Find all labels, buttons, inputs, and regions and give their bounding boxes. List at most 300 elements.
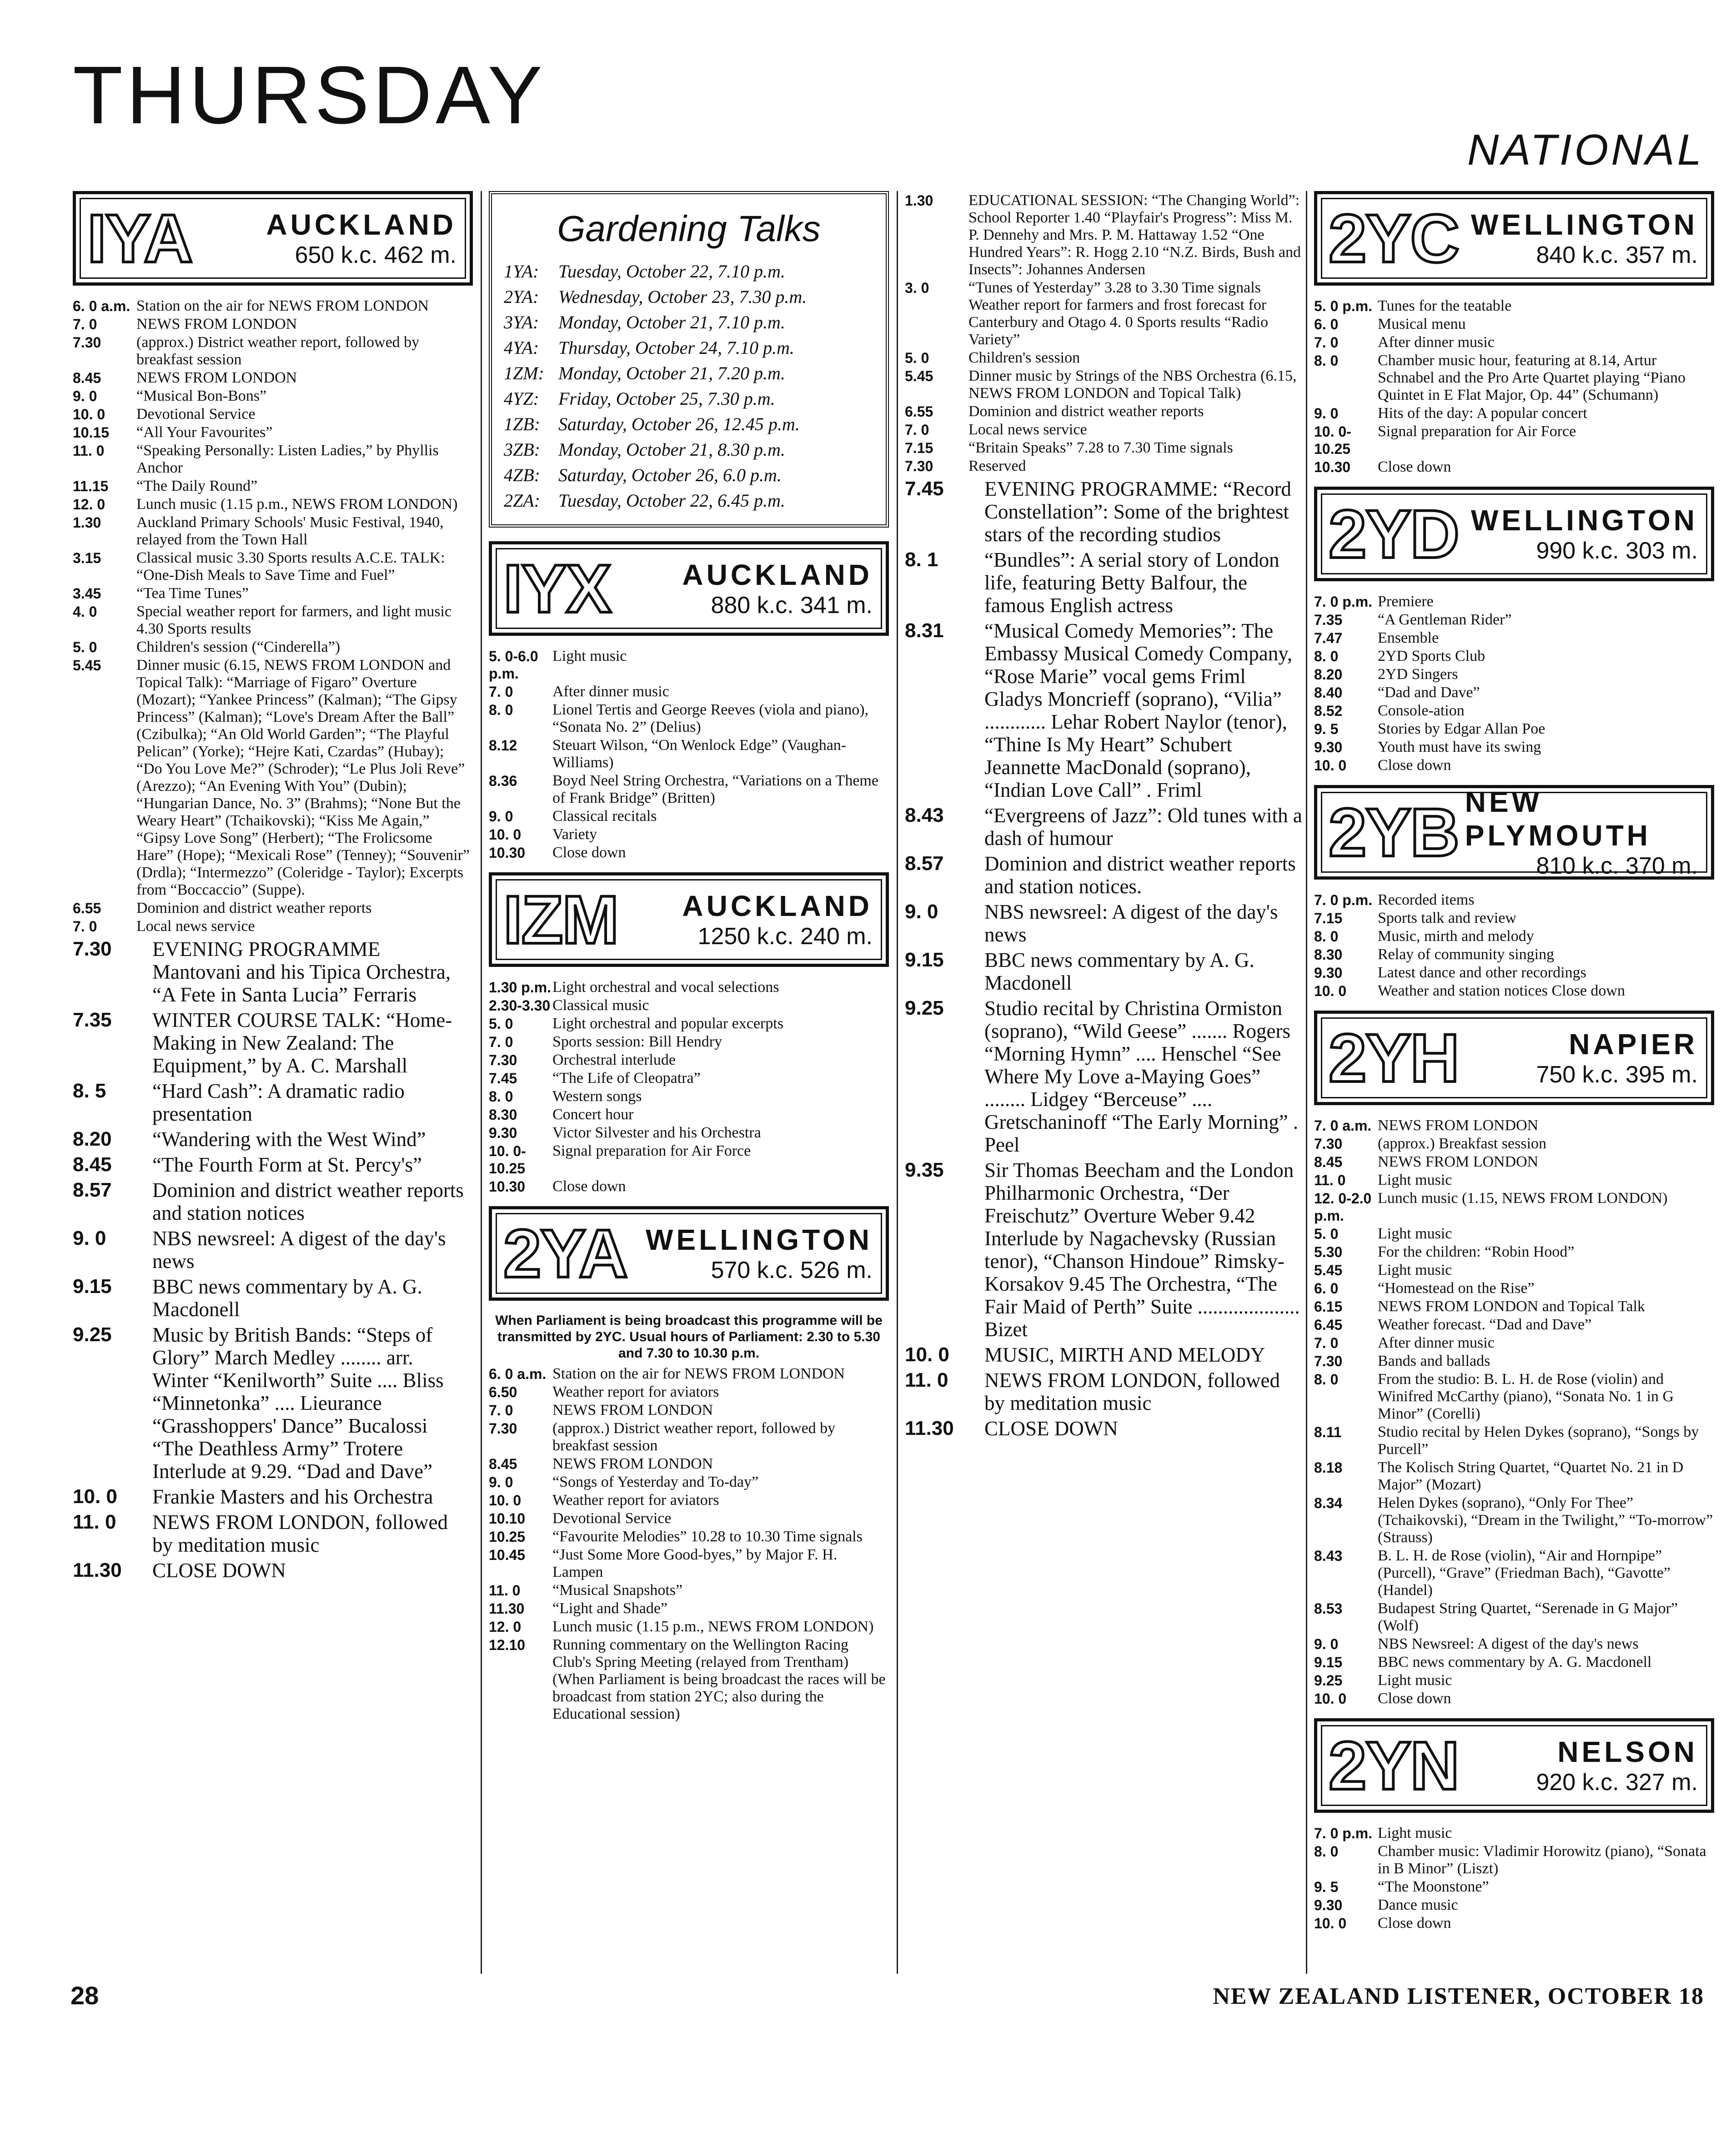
entry-time: 1.30 <box>73 514 101 531</box>
schedule-entry <box>1314 316 1714 333</box>
entry-time: 10.15 <box>73 424 110 441</box>
schedule-entry <box>489 772 889 807</box>
entry-time: 7. 0 a.m. <box>1314 1117 1372 1134</box>
schedule-entry <box>905 548 1305 617</box>
entry-text: Dominion and district weather reports <box>968 403 1204 420</box>
gardening-item <box>504 337 874 359</box>
page-day-title: THURSDAY <box>73 50 546 141</box>
schedule-2ya-cont <box>905 192 1305 475</box>
station-name: NELSON <box>1557 1736 1698 1768</box>
entry-text: Latest dance and other recordings <box>1378 964 1586 981</box>
entry-time: 11.30 <box>905 1417 954 1439</box>
entry-time: 9. 5 <box>1314 721 1339 737</box>
entry-time: 8. 1 <box>905 548 938 571</box>
entry-time: 5.30 <box>1314 1244 1343 1260</box>
schedule-entry <box>1314 1316 1714 1333</box>
schedule-entry <box>73 549 473 584</box>
entry-text: NBS newsreel: A digest of the day's news <box>152 1227 446 1273</box>
schedule-entry <box>1314 684 1714 701</box>
schedule-entry <box>489 1124 889 1142</box>
entry-time: 7.45 <box>489 1070 517 1087</box>
column-divider <box>1306 191 1307 1974</box>
schedule-entry <box>1314 1135 1714 1152</box>
schedule-entry <box>489 1546 889 1581</box>
entry-time: 1.30 p.m. <box>489 979 551 996</box>
entry-time: 9.15 <box>1314 1654 1343 1670</box>
entry-time: 7. 0 p.m. <box>1314 594 1373 610</box>
entry-time: 7.30 <box>905 458 933 474</box>
entry-time: 11. 0 <box>1314 1172 1346 1188</box>
gardening-time: Tuesday, October 22, 6.45 p.m. <box>558 490 785 511</box>
entry-time: 4. 0 <box>73 604 97 620</box>
gardening-station: 4ZB: <box>504 465 540 485</box>
entry-text: Sports talk and review <box>1378 910 1516 926</box>
entry-text: NEWS FROM LONDON <box>1378 1153 1539 1170</box>
entry-text: Helen Dykes (soprano), “Only For Thee” (Tchaikovski), “Dream in the Twilight,” “To-morrow” (Strauss) <box>1378 1494 1713 1546</box>
column-2 <box>489 191 889 1974</box>
entry-time: 8. 0 <box>1314 1843 1339 1860</box>
entry-time: 5. 0 p.m. <box>1314 298 1373 314</box>
entry-time: 11. 0 <box>73 443 105 459</box>
station-header-2yn <box>1314 1718 1714 1813</box>
schedule-entry <box>73 1485 473 1508</box>
entry-time: 7. 0 <box>489 684 513 700</box>
schedule-entry <box>489 1600 889 1617</box>
entry-time: 8.45 <box>73 1153 112 1176</box>
schedule-entry <box>73 639 473 656</box>
entry-time: 8. 0 <box>489 1088 513 1105</box>
entry-time: 7.35 <box>73 1009 112 1031</box>
entry-time: 10. 0 <box>1314 1690 1347 1707</box>
entry-text: “Just Some More Good-byes,” by Major F. H. Lampen <box>552 1546 838 1580</box>
entry-text: Weather report for aviators <box>552 1492 719 1509</box>
entry-time: 9. 0 <box>489 1474 513 1490</box>
schedule-entry <box>1314 910 1714 927</box>
schedule-2yc <box>1314 297 1714 476</box>
schedule-entry <box>1314 1424 1714 1458</box>
entry-text: Devotional Service <box>136 406 256 423</box>
schedule-entry <box>905 619 1305 801</box>
schedule-entry <box>73 387 473 405</box>
schedule-entry <box>73 406 473 423</box>
entry-time: 7.15 <box>905 440 933 456</box>
entry-time: 7.30 <box>489 1052 517 1068</box>
schedule-entry <box>489 1142 889 1177</box>
entry-text: BBC news commentary by A. G. Macdonell <box>1378 1654 1652 1670</box>
entry-text: Victor Silvester and his Orchestra <box>552 1124 761 1141</box>
entry-time: 7. 0 <box>905 422 929 438</box>
entry-time: 8.34 <box>1314 1495 1343 1511</box>
gardening-item <box>504 261 874 282</box>
entry-text: NEWS FROM LONDON, followed by meditation music <box>152 1511 448 1556</box>
entry-text: “Tunes of Yesterday” 3.28 to 3.30 Time signals Weather report for farmers and frost forecast for Canterbury and Otago 4. 0 Sports results “Radio Variety” <box>968 279 1269 348</box>
entry-text: EVENING PROGRAMME Mantovani and his Tipica Orchestra, “A Fete in Santa Lucia” Ferraris <box>152 938 451 1006</box>
entry-text: Frankie Masters and his Orchestra <box>152 1485 433 1508</box>
entry-time: 8.40 <box>1314 684 1343 701</box>
entry-text: Studio recital by Christina Ormiston (soprano), “Wild Geese” ....... Rogers “Morning Hymn” .... Henschel “See Where My Love a-Maying Goes” ........ Lidgey “Berceuse” .... Gretschaninoff “The Early Morning” . Peel <box>984 997 1299 1156</box>
schedule-entry <box>489 844 889 861</box>
schedule-entry <box>905 997 1305 1156</box>
entry-text: Lunch music (1.15 p.m., NEWS FROM LONDON) <box>136 496 458 513</box>
entry-text: “Musical Snapshots” <box>552 1582 683 1599</box>
schedule-entry <box>1314 1117 1714 1134</box>
entry-text: BBC news commentary by A. G. Macdonell <box>152 1275 422 1321</box>
entry-time: 5. 0 <box>489 1016 513 1032</box>
entry-time: 7. 0 <box>489 1402 513 1419</box>
entry-time: 8.45 <box>1314 1154 1343 1170</box>
schedule-1zm <box>489 979 889 1195</box>
station-callsign: IYA <box>87 200 192 277</box>
schedule-entry <box>489 1070 889 1087</box>
schedule-entry <box>489 1636 889 1723</box>
entry-text: CLOSE DOWN <box>984 1417 1118 1440</box>
entry-text: EVENING PROGRAMME: “Record Constellation”: Some of the brightest stars of the recording studios <box>984 478 1291 546</box>
parliament-note: When Parliament is being broadcast this programme will be transmitted by 2YC. Usual hours of Parliament: 2.30 to 5.30 and 7.30 to 10.30 p.m. <box>495 1313 883 1361</box>
entry-text: NEWS FROM LONDON <box>136 369 297 386</box>
entry-text: Dominion and district weather reports and station notices. <box>984 852 1296 898</box>
entry-time: 3. 0 <box>905 280 929 296</box>
entry-text: (approx.) District weather report, followed by breakfast session <box>136 334 420 368</box>
schedule-entry <box>1314 1371 1714 1423</box>
entry-time: 12.10 <box>489 1637 526 1653</box>
gardening-item <box>504 388 874 410</box>
schedule-entry <box>489 1383 889 1401</box>
schedule-entry <box>1314 1334 1714 1352</box>
entry-text: Running commentary on the Wellington Racing Club's Spring Meeting (relayed from Trentham) (When Parliament is being broadcast the races will be broadcast from station 2YC; also during the Educational session) <box>552 1636 886 1722</box>
entry-text: Lunch music (1.15, NEWS FROM LONDON) <box>1378 1190 1668 1207</box>
entry-text: NEWS FROM LONDON <box>1378 1117 1539 1134</box>
entry-text: Weather and station notices Close down <box>1378 982 1625 999</box>
schedule-entry <box>1314 1878 1714 1896</box>
entry-text: “A Gentleman Rider” <box>1378 611 1512 628</box>
entry-time: 9. 0 <box>905 900 938 923</box>
entry-text: “All Your Favourites” <box>136 424 273 441</box>
gardening-station: 2YA: <box>504 287 539 307</box>
schedule-entry <box>1314 702 1714 719</box>
schedule-entry <box>1314 611 1714 629</box>
entry-text: Local news service <box>136 918 255 935</box>
schedule-entry <box>489 1455 889 1473</box>
entry-time: 10. 0 <box>1314 983 1347 999</box>
entry-text: The Kolisch String Quartet, “Quartet No. 21 in D Major” (Mozart) <box>1378 1459 1684 1493</box>
schedule-entry <box>489 737 889 771</box>
gardening-time: Saturday, October 26, 6.0 p.m. <box>558 465 782 485</box>
schedule-entry <box>905 900 1305 946</box>
entry-time: 10. 0 <box>489 826 522 843</box>
station-header-2ya <box>489 1206 889 1301</box>
entry-time: 1.30 <box>905 192 933 209</box>
schedule-entry <box>1314 1494 1714 1546</box>
schedule-entry <box>73 1275 473 1321</box>
schedule-entry <box>1314 629 1714 647</box>
schedule-entry <box>1314 1243 1714 1261</box>
schedule-entry <box>1314 757 1714 774</box>
entry-time: 7. 0 <box>489 1034 513 1050</box>
entry-text: After dinner music <box>552 683 669 700</box>
entry-time: 8.11 <box>1314 1424 1342 1440</box>
entry-time: 5.45 <box>905 368 933 384</box>
station-frequency: 570 k.c. 526 m. <box>711 1257 873 1283</box>
entry-time: 8. 0 <box>1314 1371 1339 1388</box>
schedule-entry <box>73 1009 473 1077</box>
entry-time: 9. 0 <box>489 808 513 825</box>
entry-time: 8.30 <box>489 1107 517 1123</box>
gardening-item <box>504 464 874 486</box>
entry-time: 7.30 <box>489 1420 517 1437</box>
schedule-entry <box>73 1080 473 1125</box>
entry-time: 8.30 <box>1314 946 1343 963</box>
entry-text: “Britain Speaks” 7.28 to 7.30 Time signals <box>968 439 1233 456</box>
entry-text: Signal preparation for Air Force <box>1378 423 1576 440</box>
entry-text: WINTER COURSE TALK: “Home-Making in New Zealand: The Equipment,” by A. C. Marshall <box>152 1009 452 1077</box>
station-header-2yh <box>1314 1011 1714 1105</box>
entry-text: MUSIC, MIRTH AND MELODY <box>984 1343 1265 1366</box>
schedule-entry <box>1314 1280 1714 1297</box>
entry-text: Steuart Wilson, “On Wenlock Edge” (Vaughan-Williams) <box>552 737 847 771</box>
schedule-entry <box>905 804 1305 850</box>
schedule-entry <box>1314 964 1714 981</box>
entry-time: 8. 0 <box>1314 352 1339 369</box>
entry-time: 7. 0 <box>1314 1335 1339 1351</box>
entry-time: 6.15 <box>1314 1298 1343 1315</box>
station-header-2yc <box>1314 191 1714 286</box>
entry-time: 10. 0 <box>73 1485 117 1508</box>
entry-time: 7.30 <box>73 334 101 351</box>
entry-text: Close down <box>1378 757 1451 774</box>
schedule-entry <box>489 1582 889 1599</box>
schedule-entry <box>1314 1190 1714 1224</box>
entry-text: Dance music <box>1378 1897 1458 1913</box>
schedule-entry <box>489 1474 889 1491</box>
entry-text: NEWS FROM LONDON <box>552 1402 713 1419</box>
entry-time: 8.57 <box>905 852 944 875</box>
entry-time: 7. 0 <box>73 918 97 935</box>
entry-time: 6. 0 a.m. <box>73 298 130 314</box>
column-divider <box>897 191 898 1974</box>
entry-text: “The Moonstone” <box>1378 1878 1489 1895</box>
entry-time: 10.30 <box>489 845 526 861</box>
entry-time: 10. 0 <box>1314 1915 1347 1932</box>
entry-text: “Musical Comedy Memories”: The Embassy Musical Comedy Company, “Rose Marie” vocal gems Friml Gladys Moncrieff (soprano), “Vilia” ............ Lehar Robert Naylor (tenor), “Thine Is My Heart” Schubert Jeannette MacDonald (soprano), “Indian Love Call” . Friml <box>984 619 1293 801</box>
schedule-entry <box>1314 666 1714 683</box>
schedule-1ya-evening <box>73 938 473 1582</box>
entry-text: Music, mirth and melody <box>1378 928 1534 945</box>
entry-text: “Tea Time Tunes” <box>136 585 249 602</box>
entry-text: From the studio: B. L. H. de Rose (violin) and Winifred McCarthy (piano), “Sonata No. 1 in G Minor” (Corelli) <box>1378 1371 1674 1422</box>
gardening-talks-box <box>489 191 889 528</box>
entry-time: 10. 0 <box>73 406 105 423</box>
entry-time: 7.30 <box>73 938 112 960</box>
entry-time: 10.30 <box>489 1178 526 1195</box>
entry-time: 8. 0 <box>1314 648 1339 664</box>
entry-time: 12. 0 <box>489 1619 522 1635</box>
entry-text: Close down <box>552 844 626 861</box>
entry-text: Dominion and district weather reports <box>136 900 372 916</box>
schedule-entry <box>905 1343 1305 1366</box>
schedule-entry <box>73 369 473 387</box>
schedule-entry <box>73 316 473 333</box>
schedule-entry <box>1314 1225 1714 1243</box>
entry-text: Children's session (“Cinderella”) <box>136 639 341 655</box>
entry-time: 9.25 <box>905 997 944 1019</box>
entry-text: 2YD Singers <box>1378 666 1458 683</box>
entry-time: 8.36 <box>489 773 517 789</box>
schedule-entry <box>73 297 473 315</box>
entry-text: NEWS FROM LONDON, followed by meditation music <box>984 1369 1280 1414</box>
schedule-entry <box>1314 1654 1714 1671</box>
station-frequency: 920 k.c. 327 m. <box>1536 1769 1698 1796</box>
station-frequency: 750 k.c. 395 m. <box>1536 1061 1698 1088</box>
schedule-entry <box>489 648 889 682</box>
schedule-entry <box>905 367 1305 402</box>
entry-text: Children's session <box>968 349 1080 366</box>
schedule-entry <box>1314 423 1714 458</box>
entry-text: After dinner music <box>1378 1334 1495 1351</box>
station-callsign: 2YN <box>1329 1727 1459 1804</box>
station-name: AUCKLAND <box>682 558 873 591</box>
gardening-station: 4YA: <box>504 337 539 358</box>
entry-text: “The Fourth Form at St. Percy's” <box>152 1153 422 1176</box>
station-name: AUCKLAND <box>682 890 873 922</box>
entry-text: Ensemble <box>1378 629 1439 646</box>
entry-text: Bands and ballads <box>1378 1353 1490 1369</box>
entry-text: Close down <box>1378 1915 1451 1932</box>
station-name: WELLINGTON <box>1471 504 1698 537</box>
schedule-entry <box>1314 1825 1714 1842</box>
schedule-entry <box>1314 739 1714 756</box>
entry-text: Musical menu <box>1378 316 1466 332</box>
entry-time: 10. 0 <box>905 1343 949 1366</box>
schedule-entry <box>1314 1915 1714 1932</box>
entry-text: Classical music <box>552 997 649 1014</box>
entry-time: 9.25 <box>1314 1672 1343 1689</box>
column-4 <box>1314 191 1714 1974</box>
gardening-item <box>504 312 874 333</box>
entry-text: “Homestead on the Rise” <box>1378 1280 1535 1297</box>
schedule-entry <box>73 1511 473 1556</box>
entry-text: Chamber music hour, featuring at 8.14, Artur Schnabel and the Pro Arte Quartet playing “Piano Quintet in E Flat Major, Op. 44” (Schumann) <box>1378 352 1686 403</box>
entry-time: 2.30-3.30 <box>489 997 551 1014</box>
entry-time: 9.30 <box>1314 739 1343 755</box>
schedule-entry <box>489 997 889 1014</box>
station-callsign: IZM <box>503 881 618 958</box>
schedule-2ya-evening <box>905 478 1305 1440</box>
schedule-entry <box>489 1510 889 1527</box>
entry-time: 7.45 <box>905 478 944 500</box>
entry-time: 11.15 <box>73 478 109 494</box>
station-header-1ya <box>73 191 473 286</box>
schedule-entry <box>1314 720 1714 738</box>
entry-time: 9. 0 <box>73 1227 106 1249</box>
entry-text: “Bundles”: A serial story of London life, featuring Betty Balfour, the famous English actress <box>984 548 1279 617</box>
schedule-1ya <box>73 297 473 935</box>
entry-text: Light music <box>1378 1672 1452 1689</box>
schedule-entry <box>1314 1843 1714 1877</box>
entry-text: Light orchestral and vocal selections <box>552 979 779 996</box>
entry-text: EDUCATIONAL SESSION: “The Changing World”: School Reporter 1.40 “Playfair's Progress”: Miss M. P. Dennehy and Mrs. P. M. Hattaway 1.52 “One Hundred Years”: R. Hogg 2.10 “N.Z. Birds, Bush and Insects”: Johannes Andersen <box>968 192 1301 278</box>
schedule-entry <box>73 1153 473 1176</box>
entry-time: 8.57 <box>73 1179 112 1201</box>
entry-text: After dinner music <box>1378 334 1495 351</box>
schedule-entry <box>489 1365 889 1383</box>
schedule-entry <box>489 1420 889 1454</box>
entry-time: 10. 0 <box>1314 757 1347 774</box>
schedule-entry <box>1314 1172 1714 1189</box>
entry-text: “Songs of Yesterday and To-day” <box>552 1474 759 1490</box>
entry-time: 9. 5 <box>1314 1879 1339 1895</box>
column-divider <box>481 191 482 1974</box>
entry-time: 10.10 <box>489 1510 526 1527</box>
schedule-entry <box>73 1227 473 1273</box>
schedule-entry <box>489 683 889 700</box>
entry-time: 8.43 <box>1314 1548 1343 1564</box>
schedule-entry <box>1314 405 1714 422</box>
entry-time: 11. 0 <box>905 1369 948 1391</box>
schedule-entry <box>905 478 1305 546</box>
entry-time: 8. 0 <box>1314 928 1339 945</box>
schedule-entry <box>73 585 473 602</box>
entry-time: 8.52 <box>1314 703 1343 719</box>
entry-time: 10. 0-10.25 <box>489 1143 526 1177</box>
station-frequency: 810 k.c. 370 m. <box>1536 853 1698 879</box>
entry-text: Light music <box>1378 1172 1452 1188</box>
entry-time: 9.35 <box>905 1159 944 1181</box>
schedule-entry <box>905 192 1305 278</box>
entry-text: Station on the air for NEWS FROM LONDON <box>552 1365 845 1382</box>
gardening-time: Saturday, October 26, 12.45 p.m. <box>558 414 800 434</box>
entry-time: 5. 0 <box>905 350 929 366</box>
entry-time: 7.35 <box>1314 612 1343 628</box>
station-callsign: 2YA <box>503 1215 627 1292</box>
gardening-title: Gardening Talks <box>557 208 821 249</box>
column-3 <box>905 191 1305 1974</box>
station-callsign: 2YH <box>1329 1020 1459 1096</box>
entry-text: Light music <box>552 648 627 664</box>
schedule-entry <box>73 478 473 495</box>
schedule-entry <box>489 1106 889 1123</box>
station-header-1zm <box>489 872 889 967</box>
entry-text: Western songs <box>552 1088 642 1105</box>
entry-text: Local news service <box>968 421 1087 438</box>
entry-time: 12. 0 <box>73 496 105 513</box>
schedule-entry <box>489 701 889 736</box>
entry-time: 10. 0-10.25 <box>1314 423 1351 457</box>
entry-text: For the children: “Robin Hood” <box>1378 1243 1575 1260</box>
schedule-entry <box>489 1178 889 1195</box>
entry-time: 5.45 <box>1314 1262 1343 1278</box>
entry-time: 8.20 <box>1314 666 1343 683</box>
publication-footer: NEW ZEALAND LISTENER, OCTOBER 18 <box>1213 1983 1704 2009</box>
schedule-entry <box>1314 946 1714 963</box>
schedule-entry <box>905 349 1305 367</box>
station-callsign: 2YB <box>1329 794 1459 870</box>
schedule-entry <box>1314 982 1714 1000</box>
schedule-entry <box>1314 891 1714 909</box>
entry-time: 12. 0-2.0 p.m. <box>1314 1190 1372 1224</box>
entry-text: Relay of community singing <box>1378 946 1555 963</box>
entry-time: 7.15 <box>1314 910 1343 926</box>
entry-text: NEWS FROM LONDON <box>552 1455 713 1472</box>
schedule-entry <box>489 1402 889 1419</box>
schedule-entry <box>73 1128 473 1151</box>
schedule-entry <box>1314 1547 1714 1599</box>
entry-text: Concert hour <box>552 1106 634 1123</box>
gardening-list <box>504 261 874 512</box>
entry-text: “Wandering with the West Wind” <box>152 1128 426 1151</box>
network-label: NATIONAL <box>1467 126 1704 174</box>
entry-text: “Musical Bon-Bons” <box>136 387 267 404</box>
entry-text: Sports session: Bill Hendry <box>552 1033 722 1050</box>
